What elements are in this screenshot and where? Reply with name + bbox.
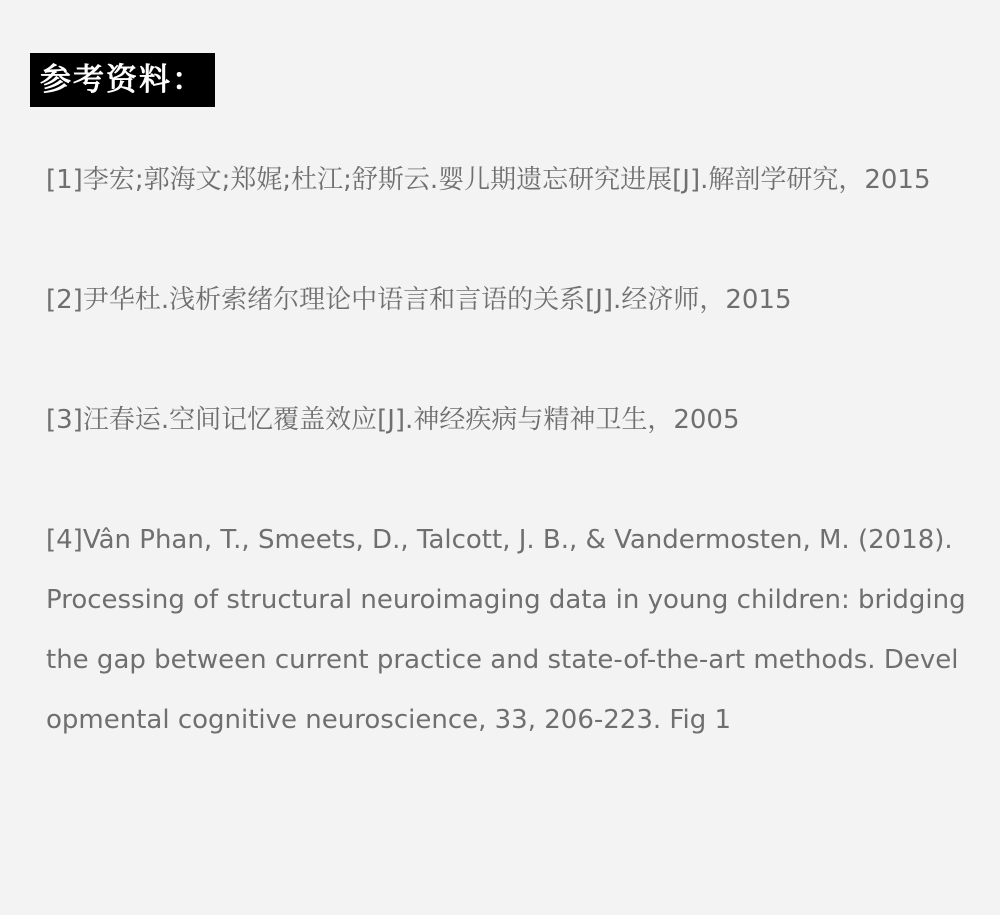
reference-item-2: [2]尹华杜.浅析索绪尔理论中语言和言语的关系[J].经济师，2015 [46,285,792,315]
references-heading: 参考资料： [30,53,215,107]
reference-item-1: [1]李宏;郭海文;郑娓;杜江;舒斯云.婴儿期遗忘研究进展[J].解剖学研究，2015 [46,165,931,195]
reference-list [46,150,971,750]
reference-item-3: [3]汪春运.空间记忆覆盖效应[J].神经疾病与精神卫生，2005 [46,405,740,435]
reference-item-4: [4]Vân Phan, T., Smeets, D., Talcott, J. B., & Vandermosten, M. (2018). Processing of structural neuroimaging data in young children: bridging the gap between current practice and state-of-the-art methods. Developmental cognitive neuroscience, 33, 206-223. Fig 1 [46,525,966,735]
